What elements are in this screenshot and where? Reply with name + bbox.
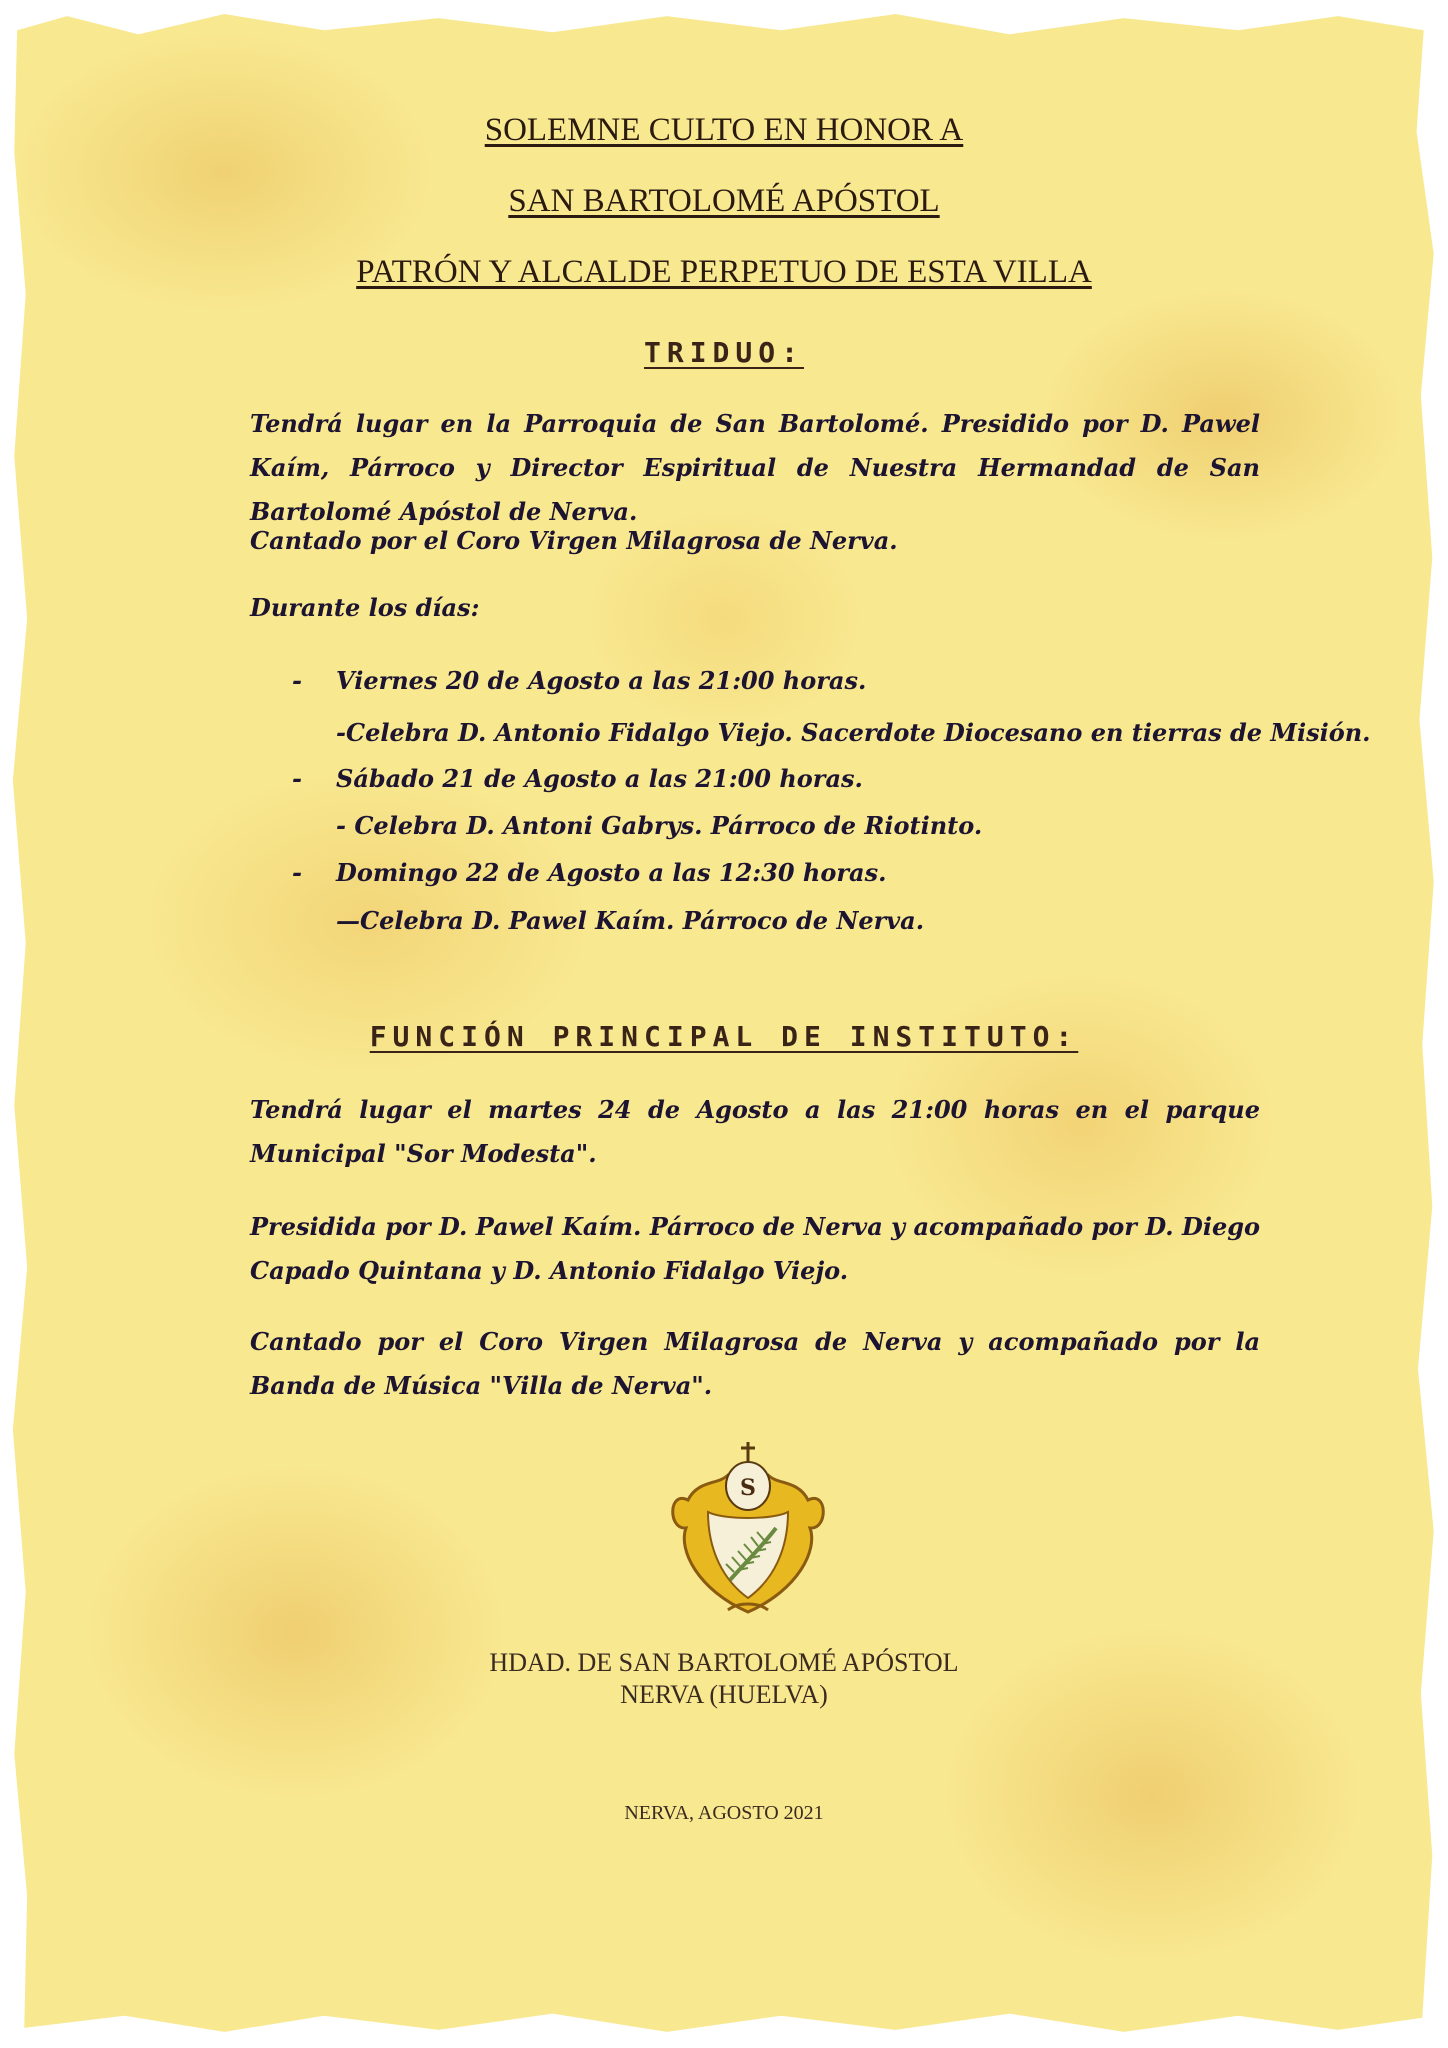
list-bullet: - [292, 858, 302, 887]
funcion-paragraph-1: Tendrá lugar el martes 24 de Agosto a las 21:00 horas en el parque Municipal "Sor Modesta". [250, 1095, 1260, 1168]
triduo-sung-by: Cantado por el Coro Virgen Milagrosa de Nerva. [250, 526, 898, 555]
day-date: Viernes 20 de Agosto a las 21:00 horas. [336, 666, 867, 695]
title-line-3: PATRÓN Y ALCALDE PERPETUO DE ESTA VILLA [356, 254, 1092, 290]
day-date: Domingo 22 de Agosto a las 12:30 horas. [336, 858, 887, 887]
day-date: Sábado 21 de Agosto a las 21:00 horas. [336, 764, 863, 793]
day-celebrant: - Celebra D. Antoni Gabrys. Párroco de Riotinto. [336, 811, 983, 840]
footer-place: NERVA (HUELVA) [620, 1680, 828, 1709]
footer-organization: HDAD. DE SAN BARTOLOMÉ APÓSTOL [489, 1648, 959, 1677]
brotherhood-crest-icon [668, 1440, 828, 1620]
title-line-2: SAN BARTOLOMÉ APÓSTOL [508, 183, 940, 219]
footer-date: NERVA, AGOSTO 2021 [624, 1802, 824, 1824]
list-bullet: - [292, 764, 302, 793]
funcion-paragraph-3: Cantado por el Coro Virgen Milagrosa de Nerva y acompañado por la Banda de Música "Villa de Nerva". [250, 1327, 1260, 1400]
title-line-1: SOLEMNE CULTO EN HONOR A [484, 112, 964, 148]
day-celebrant: —Celebra D. Pawel Kaím. Párroco de Nerva. [336, 906, 925, 935]
svg-text:S: S [740, 1475, 756, 1501]
list-bullet: - [292, 666, 302, 695]
triduo-intro: Tendrá lugar en la Parroquia de San Bartolomé. Presidido por D. Pawel Kaím, Párroco y Director Espiritual de Nuestra Hermandad de San Bartolomé Apóstol de Nerva. [250, 409, 1260, 526]
funcion-heading: FUNCIÓN PRINCIPAL DE INSTITUTO: [369, 1020, 1079, 1053]
funcion-paragraph-2: Presidida por D. Pawel Kaím. Párroco de Nerva y acompañado por D. Diego Capado Quintana y D. Antonio Fidalgo Viejo. [250, 1212, 1260, 1285]
triduo-days-label: Durante los días: [250, 593, 480, 622]
day-celebrant: -Celebra D. Antonio Fidalgo Viejo. Sacerdote Diocesano en tierras de Misión. [336, 718, 1371, 747]
triduo-heading: TRIDUO: [643, 336, 804, 369]
